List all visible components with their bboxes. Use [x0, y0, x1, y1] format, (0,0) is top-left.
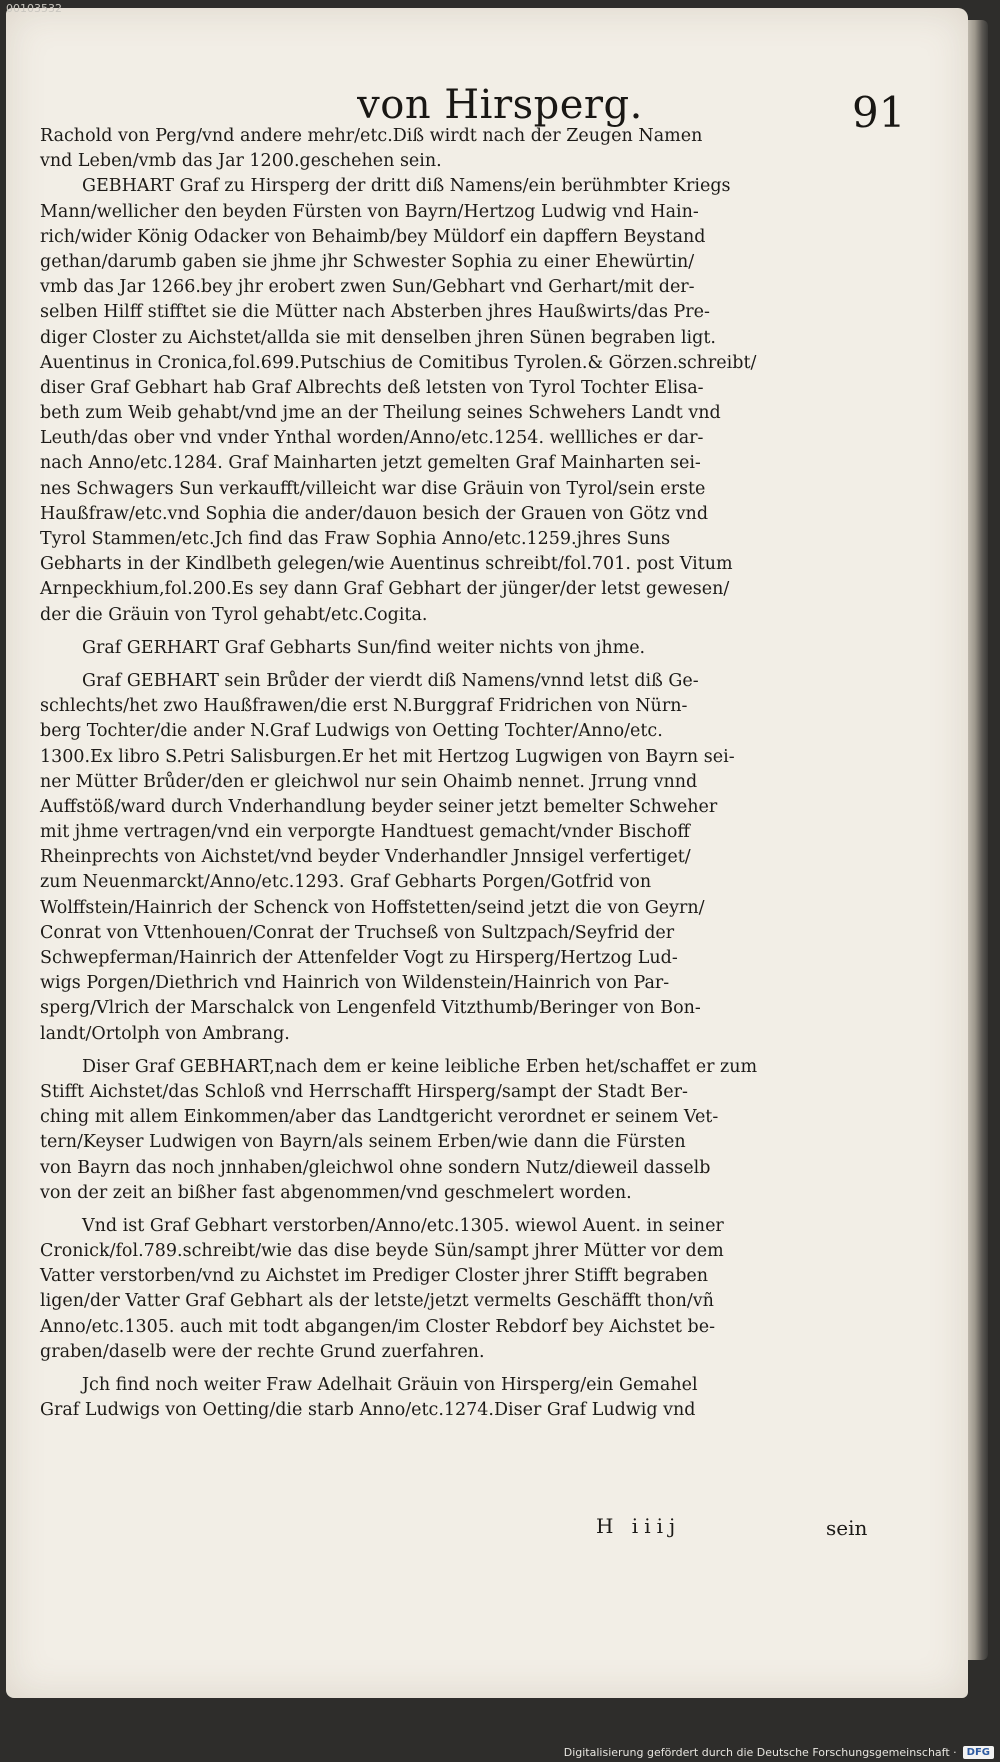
- text-line: Graf Ludwigs von Oetting/die starb Anno/etc.1274.Diser Graf Ludwig vnd: [40, 1400, 696, 1421]
- text-line: diger Closter zu Aichstet/allda sie mit denselben jhren Sünen begraben ligt.: [40, 327, 716, 348]
- text-line: Schwepferman/Hainrich der Attenfelder Vogt zu Hirsperg/Hertzog Lud-: [40, 948, 678, 968]
- text-line: Auffstöß/ward durch Vnderhandlung beyder seiner jetzt bemelter Schweher: [40, 796, 718, 817]
- text-line: mit jhme vertragen/vnd ein verporgte Handtuest gemacht/vnder Bischoff: [40, 822, 690, 843]
- text-line: zum Neuenmarckt/Anno/etc.1293. Graf Gebharts Porgen/Gotfrid von: [40, 872, 652, 893]
- shelf-mark: 00103532: [6, 2, 62, 15]
- text-line: graben/daselb were der rechte Grund zuerfahren.: [40, 1341, 485, 1362]
- text-line: diser Graf Gebhart hab Graf Albrechts deß letsten von Tyrol Tochter Elisa-: [40, 377, 704, 398]
- page-edge: [968, 20, 988, 1660]
- text-line: Graf GEBHART sein Brůder der vierdt diß Namens/vnnd letst diß Ge-: [82, 670, 699, 691]
- text-line: Mann/wellicher den beyden Fürsten von Bayrn/Hertzog Ludwig vnd Hain-: [40, 201, 699, 222]
- text-line: Tyrol Stammen/etc.Jch find das Fraw Sophia Anno/etc.1259.jhres Suns: [40, 529, 671, 549]
- text-line: Gebharts in der Kindlbeth gelegen/wie Auentinus schreibt/fol.701. post Vitum: [40, 554, 733, 575]
- text-line: wigs Porgen/Diethrich vnd Hainrich von Wildenstein/Hainrich von Par-: [40, 973, 670, 994]
- text-line: nes Schwagers Sun verkaufft/villeicht war dise Gräuin von Tyrol/sein erste: [40, 478, 706, 499]
- text-line: Graf GERHART Graf Gebharts Sun/find weiter nichts von jhme.: [82, 637, 646, 658]
- text-line: beth zum Weib gehabt/vnd jme an der Theilung seines Schwehers Landt vnd: [40, 403, 721, 424]
- text-line: von der zeit an bißher fast abgenommen/vnd geschmelert worden.: [40, 1182, 632, 1203]
- text-line: Haußfraw/etc.vnd Sophia die ander/dauon besich der Grauen von Götz vnd: [40, 503, 709, 524]
- text-line: vnd Leben/vmb das Jar 1200.geschehen sein.: [40, 151, 442, 172]
- text-line: Rheinprechts von Aichstet/vnd beyder Vnderhandler Jnnsigel verfertiget/: [40, 847, 691, 868]
- text-line: landt/Ortolph von Ambrang.: [40, 1023, 290, 1044]
- text-line: Wolffstein/Hainrich der Schenck von Hoffstetten/seind jetzt die von Geyrn/: [40, 897, 705, 918]
- text-line: von Bayrn das noch jnnhaben/gleichwol ohne sondern Nutz/dieweil dasselb: [40, 1157, 711, 1178]
- text-line: GEBHART Graf zu Hirsperg der dritt diß Namens/ein berühmbter Kriegs: [82, 176, 731, 197]
- text-line: ligen/der Vatter Graf Gebhart als der letste/jetzt vermelts Geschäfft thon/vñ: [40, 1291, 714, 1312]
- text-line: gethan/darumb gaben sie jhme jhr Schwester Sophia zu einer Ehewürtin/: [40, 251, 695, 272]
- text-line: Vatter verstorben/vnd zu Aichstet im Prediger Closter jhrer Stifft begraben: [40, 1266, 709, 1287]
- text-line: selben Hilff stifftet sie die Mütter nach Absterben jhres Haußwirts/das Pre-: [40, 302, 710, 323]
- text-line: nach Anno/etc.1284. Graf Mainharten jetzt gemelten Graf Mainharten sei-: [40, 453, 701, 474]
- page-number: 91: [852, 88, 906, 137]
- text-line: vmb das Jar 1266.bey jhr erobert zwen Sun/Gebhart vnd Gerhart/mit der-: [40, 277, 695, 298]
- text-line: Vnd ist Graf Gebhart verstorben/Anno/etc.1305. wiewol Auent. in seiner: [82, 1215, 724, 1236]
- text-line: Cronick/fol.789.schreibt/wie das dise beyde Sün/sampt jhrer Mütter vor dem: [40, 1241, 724, 1262]
- signature-mark: H iiij: [596, 1514, 682, 1538]
- funding-note: Digitalisierung gefördert durch die Deutsche Forschungsgemeinschaft ·: [563, 1745, 957, 1759]
- text-line: tern/Keyser Ludwigen von Bayrn/als seinem Erben/wie dann die Fürsten: [40, 1132, 686, 1153]
- text-line: Auentinus in Cronica,fol.699.Putschius de Comitibus Tyrolen.& Görzen.schreibt/: [40, 352, 757, 373]
- text-line: Conrat von Vttenhouen/Conrat der Truchseß von Sultzpach/Seyfrid der: [40, 922, 675, 943]
- text-line: Anno/etc.1305. auch mit todt abgangen/im Closter Rebdorf bey Aichstet be-: [40, 1316, 715, 1337]
- text-line: schlechts/het zwo Haußfrawen/die erst N.Burggraf Fridrichen von Nürn-: [40, 696, 688, 717]
- text-line: Jch find noch weiter Fraw Adelhait Gräuin von Hirsperg/ein Gemahel: [82, 1375, 698, 1395]
- text-line: Stifft Aichstet/das Schloß vnd Herrschafft Hirsperg/sampt der Stadt Ber-: [40, 1081, 688, 1102]
- text-line: 1300.Ex libro S.Petri Salisburgen.Er het mit Hertzog Lugwigen von Bayrn sei-: [40, 746, 735, 767]
- text-line: Diser Graf GEBHART,nach dem er keine leibliche Erben het/schaffet er zum: [82, 1056, 758, 1077]
- text-line: der die Gräuin von Tyrol gehabt/etc.Cogita.: [40, 604, 428, 625]
- dfg-logo: DFG: [963, 1746, 994, 1759]
- text-line: Arnpeckhium,fol.200.Es sey dann Graf Gebhart der jünger/der letst gewesen/: [40, 579, 730, 600]
- text-line: rich/wider König Odacker von Behaimb/bey Müldorf ein dapffern Beystand: [40, 226, 706, 247]
- text-line: ner Mütter Brůder/den er gleichwol nur sein Ohaimb nennet. Jrrung vnnd: [40, 771, 698, 792]
- text-line: berg Tochter/die ander N.Graf Ludwigs von Oetting Tochter/Anno/etc.: [40, 721, 663, 742]
- running-title: von Hirsperg.: [357, 82, 643, 128]
- body-text: [40, 124, 870, 1423]
- text-line: Leuth/das ober vnd vnder Ynthal worden/Anno/etc.1254. wellliches er dar-: [40, 428, 704, 449]
- catchword: sein: [826, 1516, 868, 1540]
- text-line: sperg/Vlrich der Marschalck von Lengenfeld Vitzthumb/Beringer von Bon-: [40, 998, 701, 1019]
- text-line: Rachold von Perg/vnd andere mehr/etc.Diß wirdt nach der Zeugen Namen: [40, 126, 703, 146]
- footer: [564, 1743, 994, 1761]
- text-line: ching mit allem Einkommen/aber das Landtgericht verordnet er seinem Vet-: [40, 1107, 719, 1128]
